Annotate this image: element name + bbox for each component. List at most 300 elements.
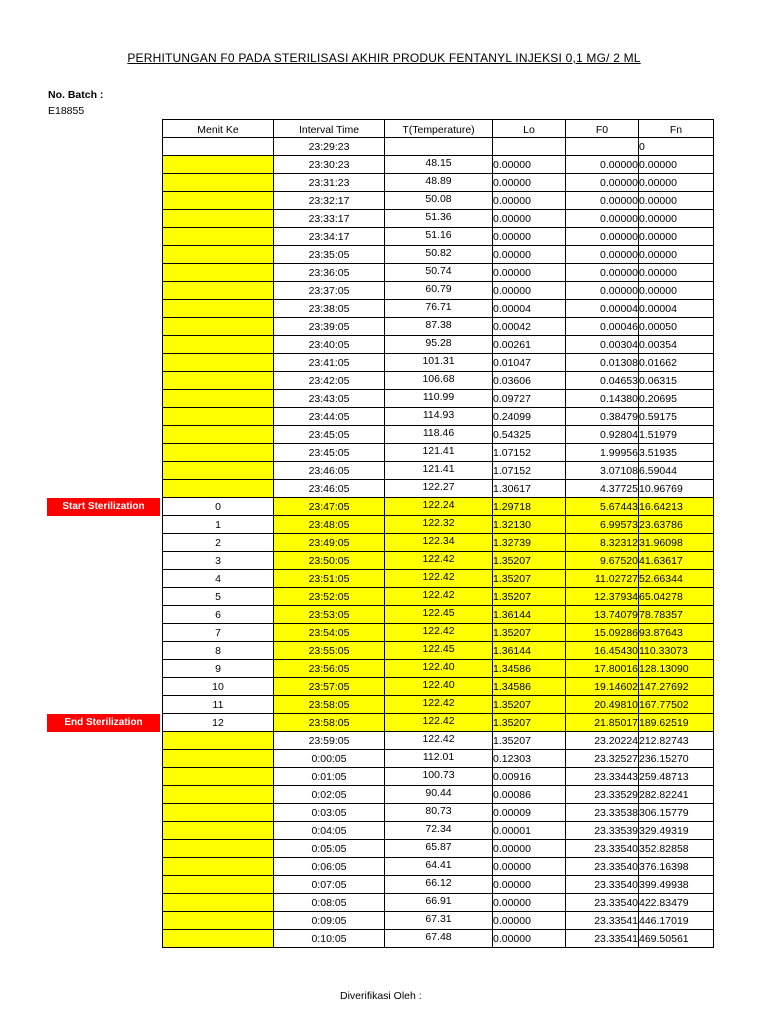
cell-menit-ke: 10 bbox=[163, 678, 274, 696]
cell-menit-ke: 3 bbox=[163, 552, 274, 570]
cell-f0: 23.33538 bbox=[566, 804, 639, 822]
cell-menit-ke: 2 bbox=[163, 534, 274, 552]
cell-temperature: 66.12 bbox=[385, 876, 493, 894]
cell-fn: 16.64213 bbox=[639, 498, 714, 516]
cell-lo: 0.00261 bbox=[493, 336, 566, 354]
cell-temperature: 106.68 bbox=[385, 372, 493, 390]
cell-f0: 0.00000 bbox=[566, 282, 639, 300]
table-row bbox=[163, 228, 714, 246]
cell-menit-ke bbox=[163, 264, 274, 282]
table-row bbox=[163, 138, 714, 156]
table-row bbox=[163, 714, 714, 732]
cell-menit-ke bbox=[163, 444, 274, 462]
cell-interval-time: 0:04:05 bbox=[274, 822, 385, 840]
cell-temperature: 90.44 bbox=[385, 786, 493, 804]
cell-interval-time: 23:31:23 bbox=[274, 174, 385, 192]
cell-f0: 13.74079 bbox=[566, 606, 639, 624]
cell-menit-ke bbox=[163, 336, 274, 354]
cell-lo: 1.35207 bbox=[493, 588, 566, 606]
header-lo: Lo bbox=[493, 120, 566, 138]
cell-lo: 1.29718 bbox=[493, 498, 566, 516]
cell-temperature: 114.93 bbox=[385, 408, 493, 426]
cell-temperature: 122.42 bbox=[385, 714, 493, 732]
cell-interval-time: 23:55:05 bbox=[274, 642, 385, 660]
cell-temperature: 100.73 bbox=[385, 768, 493, 786]
cell-menit-ke: 9 bbox=[163, 660, 274, 678]
cell-lo: 1.07152 bbox=[493, 462, 566, 480]
cell-f0: 23.33540 bbox=[566, 876, 639, 894]
table-row bbox=[163, 696, 714, 714]
cell-menit-ke bbox=[163, 786, 274, 804]
cell-interval-time: 23:44:05 bbox=[274, 408, 385, 426]
cell-temperature: 101.31 bbox=[385, 354, 493, 372]
cell-f0: 16.45430 bbox=[566, 642, 639, 660]
table-header-row bbox=[163, 120, 714, 138]
cell-menit-ke bbox=[163, 210, 274, 228]
cell-lo: 0.12303 bbox=[493, 750, 566, 768]
cell-temperature: 122.45 bbox=[385, 606, 493, 624]
table-row bbox=[163, 462, 714, 480]
sterilization-table bbox=[162, 119, 714, 948]
cell-lo: 1.35207 bbox=[493, 624, 566, 642]
cell-temperature: 122.32 bbox=[385, 516, 493, 534]
cell-f0: 11.02727 bbox=[566, 570, 639, 588]
cell-interval-time: 23:40:05 bbox=[274, 336, 385, 354]
cell-f0: 23.33540 bbox=[566, 840, 639, 858]
cell-f0 bbox=[566, 138, 639, 156]
cell-fn: 352.82858 bbox=[639, 840, 714, 858]
cell-temperature: 51.36 bbox=[385, 210, 493, 228]
cell-f0: 23.33541 bbox=[566, 930, 639, 948]
cell-interval-time: 23:33:17 bbox=[274, 210, 385, 228]
cell-fn: 0.00000 bbox=[639, 210, 714, 228]
cell-fn: 78.78357 bbox=[639, 606, 714, 624]
cell-menit-ke bbox=[163, 750, 274, 768]
cell-temperature: 95.28 bbox=[385, 336, 493, 354]
cell-fn: 31.96098 bbox=[639, 534, 714, 552]
cell-lo: 1.36144 bbox=[493, 606, 566, 624]
end-sterilization-marker: End Sterilization bbox=[47, 714, 160, 732]
cell-temperature: 66.91 bbox=[385, 894, 493, 912]
cell-menit-ke: 4 bbox=[163, 570, 274, 588]
cell-temperature: 67.48 bbox=[385, 930, 493, 948]
cell-lo: 1.32739 bbox=[493, 534, 566, 552]
header-fn: Fn bbox=[639, 120, 714, 138]
cell-lo: 1.35207 bbox=[493, 552, 566, 570]
cell-f0: 5.67443 bbox=[566, 498, 639, 516]
batch-label: No. Batch : bbox=[48, 89, 104, 101]
cell-f0: 23.33540 bbox=[566, 858, 639, 876]
cell-lo: 0.00000 bbox=[493, 156, 566, 174]
cell-lo: 1.34586 bbox=[493, 678, 566, 696]
cell-temperature: 48.15 bbox=[385, 156, 493, 174]
cell-lo: 0.00042 bbox=[493, 318, 566, 336]
cell-f0: 0.00046 bbox=[566, 318, 639, 336]
cell-temperature: 122.42 bbox=[385, 696, 493, 714]
cell-temperature bbox=[385, 138, 493, 156]
cell-fn: 399.49938 bbox=[639, 876, 714, 894]
cell-menit-ke: 8 bbox=[163, 642, 274, 660]
cell-f0: 0.00000 bbox=[566, 264, 639, 282]
cell-f0: 23.33539 bbox=[566, 822, 639, 840]
cell-f0: 0.00000 bbox=[566, 156, 639, 174]
header-interval-time: Interval Time bbox=[274, 120, 385, 138]
table-row bbox=[163, 210, 714, 228]
cell-fn: 259.48713 bbox=[639, 768, 714, 786]
cell-fn: 10.96769 bbox=[639, 480, 714, 498]
cell-temperature: 65.87 bbox=[385, 840, 493, 858]
cell-temperature: 122.40 bbox=[385, 660, 493, 678]
cell-fn: 93.87643 bbox=[639, 624, 714, 642]
cell-menit-ke bbox=[163, 858, 274, 876]
table-row bbox=[163, 894, 714, 912]
cell-lo: 0.00000 bbox=[493, 210, 566, 228]
cell-menit-ke bbox=[163, 426, 274, 444]
cell-f0: 0.00000 bbox=[566, 228, 639, 246]
cell-f0: 0.92804 bbox=[566, 426, 639, 444]
cell-fn: 189.62519 bbox=[639, 714, 714, 732]
cell-menit-ke: 0 bbox=[163, 498, 274, 516]
cell-interval-time: 0:00:05 bbox=[274, 750, 385, 768]
cell-interval-time: 23:45:05 bbox=[274, 426, 385, 444]
table-row bbox=[163, 822, 714, 840]
table-row bbox=[163, 552, 714, 570]
cell-interval-time: 0:03:05 bbox=[274, 804, 385, 822]
cell-fn: 376.16398 bbox=[639, 858, 714, 876]
cell-fn: 0 bbox=[639, 138, 714, 156]
cell-interval-time: 23:50:05 bbox=[274, 552, 385, 570]
table-row bbox=[163, 498, 714, 516]
cell-interval-time: 23:39:05 bbox=[274, 318, 385, 336]
table-row bbox=[163, 678, 714, 696]
cell-menit-ke bbox=[163, 372, 274, 390]
cell-menit-ke bbox=[163, 840, 274, 858]
table-row bbox=[163, 840, 714, 858]
cell-lo: 0.00000 bbox=[493, 930, 566, 948]
cell-fn: 3.51935 bbox=[639, 444, 714, 462]
cell-interval-time: 23:48:05 bbox=[274, 516, 385, 534]
cell-interval-time: 23:45:05 bbox=[274, 444, 385, 462]
table-row bbox=[163, 768, 714, 786]
cell-interval-time: 23:43:05 bbox=[274, 390, 385, 408]
cell-interval-time: 23:35:05 bbox=[274, 246, 385, 264]
table-row bbox=[163, 624, 714, 642]
cell-interval-time: 23:32:17 bbox=[274, 192, 385, 210]
cell-menit-ke bbox=[163, 894, 274, 912]
cell-menit-ke bbox=[163, 192, 274, 210]
cell-fn: 52.66344 bbox=[639, 570, 714, 588]
table-row bbox=[163, 516, 714, 534]
cell-menit-ke bbox=[163, 390, 274, 408]
cell-temperature: 112.01 bbox=[385, 750, 493, 768]
cell-f0: 21.85017 bbox=[566, 714, 639, 732]
table-row bbox=[163, 642, 714, 660]
cell-menit-ke bbox=[163, 768, 274, 786]
cell-f0: 0.01308 bbox=[566, 354, 639, 372]
cell-lo: 0.00000 bbox=[493, 264, 566, 282]
cell-interval-time: 23:41:05 bbox=[274, 354, 385, 372]
cell-interval-time: 0:10:05 bbox=[274, 930, 385, 948]
cell-menit-ke bbox=[163, 876, 274, 894]
cell-menit-ke: 7 bbox=[163, 624, 274, 642]
cell-fn: 6.59044 bbox=[639, 462, 714, 480]
cell-lo: 1.32130 bbox=[493, 516, 566, 534]
cell-f0: 9.67520 bbox=[566, 552, 639, 570]
cell-interval-time: 0:08:05 bbox=[274, 894, 385, 912]
cell-f0: 23.20224 bbox=[566, 732, 639, 750]
table-row bbox=[163, 606, 714, 624]
cell-lo: 0.00000 bbox=[493, 192, 566, 210]
table-row bbox=[163, 786, 714, 804]
cell-interval-time: 23:59:05 bbox=[274, 732, 385, 750]
cell-lo: 0.00009 bbox=[493, 804, 566, 822]
cell-fn: 0.00000 bbox=[639, 192, 714, 210]
cell-temperature: 50.08 bbox=[385, 192, 493, 210]
table-row bbox=[163, 480, 714, 498]
cell-fn: 147.27692 bbox=[639, 678, 714, 696]
cell-f0: 4.37725 bbox=[566, 480, 639, 498]
table-row bbox=[163, 390, 714, 408]
cell-menit-ke bbox=[163, 822, 274, 840]
cell-menit-ke: 5 bbox=[163, 588, 274, 606]
cell-fn: 0.00000 bbox=[639, 264, 714, 282]
cell-fn: 0.06315 bbox=[639, 372, 714, 390]
cell-lo: 1.35207 bbox=[493, 714, 566, 732]
cell-lo: 0.00086 bbox=[493, 786, 566, 804]
cell-fn: 0.20695 bbox=[639, 390, 714, 408]
cell-fn: 0.01662 bbox=[639, 354, 714, 372]
cell-f0: 20.49810 bbox=[566, 696, 639, 714]
cell-menit-ke: 1 bbox=[163, 516, 274, 534]
cell-lo: 0.00000 bbox=[493, 912, 566, 930]
table-row bbox=[163, 534, 714, 552]
cell-menit-ke bbox=[163, 246, 274, 264]
cell-lo: 1.36144 bbox=[493, 642, 566, 660]
cell-interval-time: 23:58:05 bbox=[274, 714, 385, 732]
table-row bbox=[163, 300, 714, 318]
cell-f0: 0.00004 bbox=[566, 300, 639, 318]
cell-interval-time: 23:29:23 bbox=[274, 138, 385, 156]
cell-fn: 212.82743 bbox=[639, 732, 714, 750]
cell-f0: 0.00000 bbox=[566, 174, 639, 192]
cell-fn: 306.15779 bbox=[639, 804, 714, 822]
cell-menit-ke bbox=[163, 912, 274, 930]
cell-lo: 0.00000 bbox=[493, 246, 566, 264]
cell-lo: 0.00000 bbox=[493, 228, 566, 246]
document-title bbox=[0, 51, 768, 65]
table-row bbox=[163, 444, 714, 462]
cell-lo: 0.00916 bbox=[493, 768, 566, 786]
cell-menit-ke bbox=[163, 156, 274, 174]
cell-temperature: 67.31 bbox=[385, 912, 493, 930]
cell-temperature: 50.82 bbox=[385, 246, 493, 264]
table-row bbox=[163, 372, 714, 390]
cell-interval-time: 23:58:05 bbox=[274, 696, 385, 714]
cell-lo: 0.54325 bbox=[493, 426, 566, 444]
cell-fn: 469.50561 bbox=[639, 930, 714, 948]
cell-f0: 1.99956 bbox=[566, 444, 639, 462]
cell-temperature: 122.45 bbox=[385, 642, 493, 660]
cell-interval-time: 23:34:17 bbox=[274, 228, 385, 246]
document-title-text: PERHITUNGAN F0 PADA STERILISASI AKHIR PRODUK FENTANYL INJEKSI 0,1 MG/ 2 ML bbox=[127, 51, 641, 65]
cell-f0: 23.33443 bbox=[566, 768, 639, 786]
cell-fn: 167.77502 bbox=[639, 696, 714, 714]
table-row bbox=[163, 804, 714, 822]
cell-fn: 0.00000 bbox=[639, 282, 714, 300]
cell-f0: 0.38479 bbox=[566, 408, 639, 426]
cell-lo: 1.30617 bbox=[493, 480, 566, 498]
cell-interval-time: 23:57:05 bbox=[274, 678, 385, 696]
header-menit-ke: Menit Ke bbox=[163, 120, 274, 138]
cell-f0: 23.32527 bbox=[566, 750, 639, 768]
table-row bbox=[163, 426, 714, 444]
cell-f0: 19.14602 bbox=[566, 678, 639, 696]
cell-fn: 0.00004 bbox=[639, 300, 714, 318]
cell-lo: 0.00000 bbox=[493, 876, 566, 894]
cell-temperature: 50.74 bbox=[385, 264, 493, 282]
cell-fn: 110.33073 bbox=[639, 642, 714, 660]
cell-fn: 0.00000 bbox=[639, 246, 714, 264]
cell-fn: 236.15270 bbox=[639, 750, 714, 768]
cell-menit-ke bbox=[163, 462, 274, 480]
cell-f0: 0.14380 bbox=[566, 390, 639, 408]
cell-interval-time: 0:09:05 bbox=[274, 912, 385, 930]
cell-lo: 0.03606 bbox=[493, 372, 566, 390]
table-body bbox=[163, 138, 714, 948]
table-row bbox=[163, 282, 714, 300]
cell-fn: 329.49319 bbox=[639, 822, 714, 840]
cell-lo: 0.24099 bbox=[493, 408, 566, 426]
cell-interval-time: 23:37:05 bbox=[274, 282, 385, 300]
table-row bbox=[163, 732, 714, 750]
cell-fn: 0.00000 bbox=[639, 174, 714, 192]
cell-lo: 0.01047 bbox=[493, 354, 566, 372]
cell-lo: 0.09727 bbox=[493, 390, 566, 408]
cell-lo: 0.00000 bbox=[493, 858, 566, 876]
cell-temperature: 64.41 bbox=[385, 858, 493, 876]
cell-temperature: 60.79 bbox=[385, 282, 493, 300]
cell-lo: 0.00004 bbox=[493, 300, 566, 318]
cell-temperature: 122.24 bbox=[385, 498, 493, 516]
cell-fn: 0.00000 bbox=[639, 156, 714, 174]
cell-f0: 3.07108 bbox=[566, 462, 639, 480]
cell-menit-ke bbox=[163, 174, 274, 192]
cell-interval-time: 23:36:05 bbox=[274, 264, 385, 282]
cell-f0: 23.33540 bbox=[566, 894, 639, 912]
cell-f0: 0.00000 bbox=[566, 192, 639, 210]
cell-temperature: 122.42 bbox=[385, 552, 493, 570]
cell-lo: 1.34586 bbox=[493, 660, 566, 678]
cell-menit-ke bbox=[163, 282, 274, 300]
table-row bbox=[163, 156, 714, 174]
cell-lo: 1.07152 bbox=[493, 444, 566, 462]
cell-lo: 0.00000 bbox=[493, 840, 566, 858]
cell-interval-time: 0:06:05 bbox=[274, 858, 385, 876]
cell-lo: 1.35207 bbox=[493, 570, 566, 588]
cell-interval-time: 23:46:05 bbox=[274, 480, 385, 498]
cell-lo: 0.00000 bbox=[493, 174, 566, 192]
cell-f0: 8.32312 bbox=[566, 534, 639, 552]
table-row bbox=[163, 408, 714, 426]
cell-menit-ke bbox=[163, 354, 274, 372]
cell-interval-time: 23:56:05 bbox=[274, 660, 385, 678]
cell-menit-ke bbox=[163, 228, 274, 246]
cell-interval-time: 23:46:05 bbox=[274, 462, 385, 480]
cell-temperature: 80.73 bbox=[385, 804, 493, 822]
cell-interval-time: 23:53:05 bbox=[274, 606, 385, 624]
table-row bbox=[163, 588, 714, 606]
cell-f0: 15.09286 bbox=[566, 624, 639, 642]
cell-fn: 23.63786 bbox=[639, 516, 714, 534]
cell-f0: 23.33529 bbox=[566, 786, 639, 804]
cell-lo: 0.00000 bbox=[493, 282, 566, 300]
cell-f0: 12.37934 bbox=[566, 588, 639, 606]
cell-temperature: 122.42 bbox=[385, 624, 493, 642]
cell-f0: 23.33541 bbox=[566, 912, 639, 930]
cell-menit-ke bbox=[163, 732, 274, 750]
cell-lo bbox=[493, 138, 566, 156]
cell-menit-ke bbox=[163, 804, 274, 822]
cell-fn: 41.63617 bbox=[639, 552, 714, 570]
cell-f0: 0.00304 bbox=[566, 336, 639, 354]
cell-temperature: 121.41 bbox=[385, 444, 493, 462]
cell-temperature: 122.40 bbox=[385, 678, 493, 696]
cell-fn: 1.51979 bbox=[639, 426, 714, 444]
cell-lo: 1.35207 bbox=[493, 732, 566, 750]
cell-f0: 0.00000 bbox=[566, 246, 639, 264]
cell-f0: 17.80016 bbox=[566, 660, 639, 678]
cell-menit-ke bbox=[163, 138, 274, 156]
cell-temperature: 118.46 bbox=[385, 426, 493, 444]
cell-fn: 65.04278 bbox=[639, 588, 714, 606]
cell-interval-time: 23:54:05 bbox=[274, 624, 385, 642]
cell-menit-ke bbox=[163, 480, 274, 498]
table-row bbox=[163, 354, 714, 372]
cell-fn: 0.00000 bbox=[639, 228, 714, 246]
cell-interval-time: 23:30:23 bbox=[274, 156, 385, 174]
cell-menit-ke bbox=[163, 930, 274, 948]
cell-f0: 0.04653 bbox=[566, 372, 639, 390]
cell-menit-ke: 11 bbox=[163, 696, 274, 714]
table-row bbox=[163, 912, 714, 930]
cell-temperature: 122.42 bbox=[385, 588, 493, 606]
cell-interval-time: 0:05:05 bbox=[274, 840, 385, 858]
cell-menit-ke bbox=[163, 318, 274, 336]
cell-menit-ke bbox=[163, 300, 274, 318]
table-row bbox=[163, 750, 714, 768]
cell-fn: 0.59175 bbox=[639, 408, 714, 426]
cell-interval-time: 0:02:05 bbox=[274, 786, 385, 804]
cell-fn: 446.17019 bbox=[639, 912, 714, 930]
cell-temperature: 51.16 bbox=[385, 228, 493, 246]
cell-temperature: 122.42 bbox=[385, 570, 493, 588]
cell-temperature: 110.99 bbox=[385, 390, 493, 408]
cell-interval-time: 0:07:05 bbox=[274, 876, 385, 894]
cell-lo: 0.00001 bbox=[493, 822, 566, 840]
table-row bbox=[163, 858, 714, 876]
cell-interval-time: 23:38:05 bbox=[274, 300, 385, 318]
cell-lo: 1.35207 bbox=[493, 696, 566, 714]
cell-fn: 422.83479 bbox=[639, 894, 714, 912]
cell-interval-time: 0:01:05 bbox=[274, 768, 385, 786]
cell-temperature: 87.38 bbox=[385, 318, 493, 336]
cell-temperature: 122.27 bbox=[385, 480, 493, 498]
cell-temperature: 121.41 bbox=[385, 462, 493, 480]
header-f0: F0 bbox=[566, 120, 639, 138]
cell-f0: 6.99573 bbox=[566, 516, 639, 534]
batch-number: E18855 bbox=[48, 105, 85, 117]
cell-fn: 128.13090 bbox=[639, 660, 714, 678]
